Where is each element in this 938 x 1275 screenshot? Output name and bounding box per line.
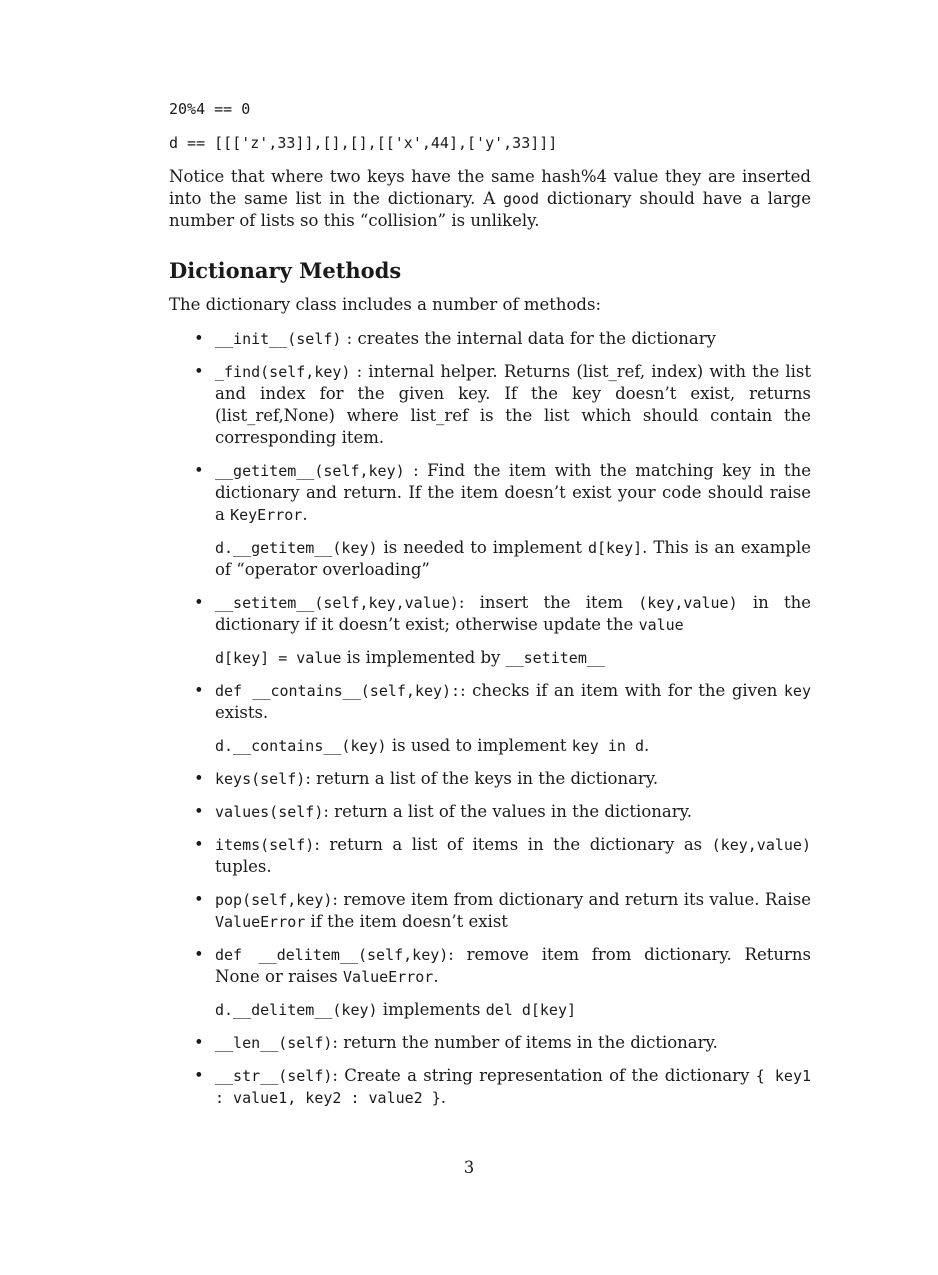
page-number: 3: [463, 1158, 475, 1177]
list-item-items: • items(self): return a list of items in the dictionary as (key,value) tuples.: [194, 835, 811, 876]
bullet-icon: •: [194, 681, 204, 700]
intro-paragraph: Notice that where two keys have the same hash%4 value they are inserted into the same list in the dictionary. A good dictionary should have a large number of lists so this “collision” is unlikely.: [169, 167, 812, 230]
bullet-icon: •: [194, 1033, 204, 1052]
bullet-icon: •: [194, 890, 204, 909]
bullet-icon: •: [194, 1066, 204, 1085]
setitem-note: d[key] = value is implemented by __setitem__: [215, 648, 605, 667]
bullet-icon: •: [194, 329, 204, 348]
code-line-dict: d == [[['z',33]],[],[],[['x',44],['y',33]]]: [169, 134, 558, 152]
bullet-icon: •: [194, 769, 204, 788]
list-item-str: • __str__(self): Create a string representation of the dictionary { key1 : value1, key2 : value2 }.: [194, 1066, 812, 1107]
list-item-len: • __len__(self): return the number of items in the dictionary.: [194, 1033, 718, 1052]
list-item-setitem: • __setitem__(self,key,value): insert the item (key,value) in the dictionary if it doesn’t exist; otherwise update the value d[key] = value is implemented by __setitem__: [194, 593, 811, 667]
list-item-values: • values(self): return a list of the values in the dictionary.: [194, 802, 692, 821]
list-item-find: • _find(self,key) : internal helper. Returns (list_ref, index) with the list and index for the given key. If the key doesn’t exist, returns (list_ref,None) where list_ref is the list which should contain the corresponding item.: [194, 362, 811, 447]
list-item-delitem: • def __delitem__(self,key): remove item from dictionary. Returns None or raises ValueError. d.__delitem__(key) implements del d[key]: [194, 945, 811, 1019]
delitem-note: d.__delitem__(key) implements del d[key]: [215, 1000, 577, 1019]
methods-list: [169, 328, 811, 1109]
section-title: Dictionary Methods: [169, 258, 402, 283]
bullet-icon: •: [194, 835, 204, 854]
list-item-pop: • pop(self,key): remove item from dictionary and return its value. Raise ValueError if the item doesn’t exist: [194, 890, 811, 931]
list-item-contains: • def __contains__(self,key):: checks if an item with for the given key exists. d.__contains__(key) is used to implement key in d.: [194, 681, 811, 755]
getitem-note: d.__getitem__(key) is needed to implement d[key]. This is an example of “operator overloading”: [215, 538, 811, 579]
bullet-icon: •: [194, 461, 204, 480]
document-page: [169, 98, 811, 1120]
bullet-icon: •: [194, 362, 204, 381]
list-item-getitem: • __getitem__(self,key) : Find the item with the matching key in the dictionary and return. If the item doesn’t exist your code should raise a KeyError. d.__getitem__(key) is needed to implement d[key]. This is an example of “operator overloading”: [194, 461, 811, 579]
code-line-modulo: 20%4 == 0: [169, 100, 251, 118]
list-item-init: • __init__(self) : creates the internal data for the dictionary: [194, 329, 716, 348]
bullet-icon: •: [194, 802, 204, 821]
contains-note: d.__contains__(key) is used to implement key in d.: [215, 736, 650, 755]
bullet-icon: •: [194, 945, 204, 964]
bullet-icon: •: [194, 593, 204, 612]
section-lead: The dictionary class includes a number of methods:: [169, 295, 602, 314]
list-item-keys: • keys(self): return a list of the keys in the dictionary.: [194, 769, 659, 788]
